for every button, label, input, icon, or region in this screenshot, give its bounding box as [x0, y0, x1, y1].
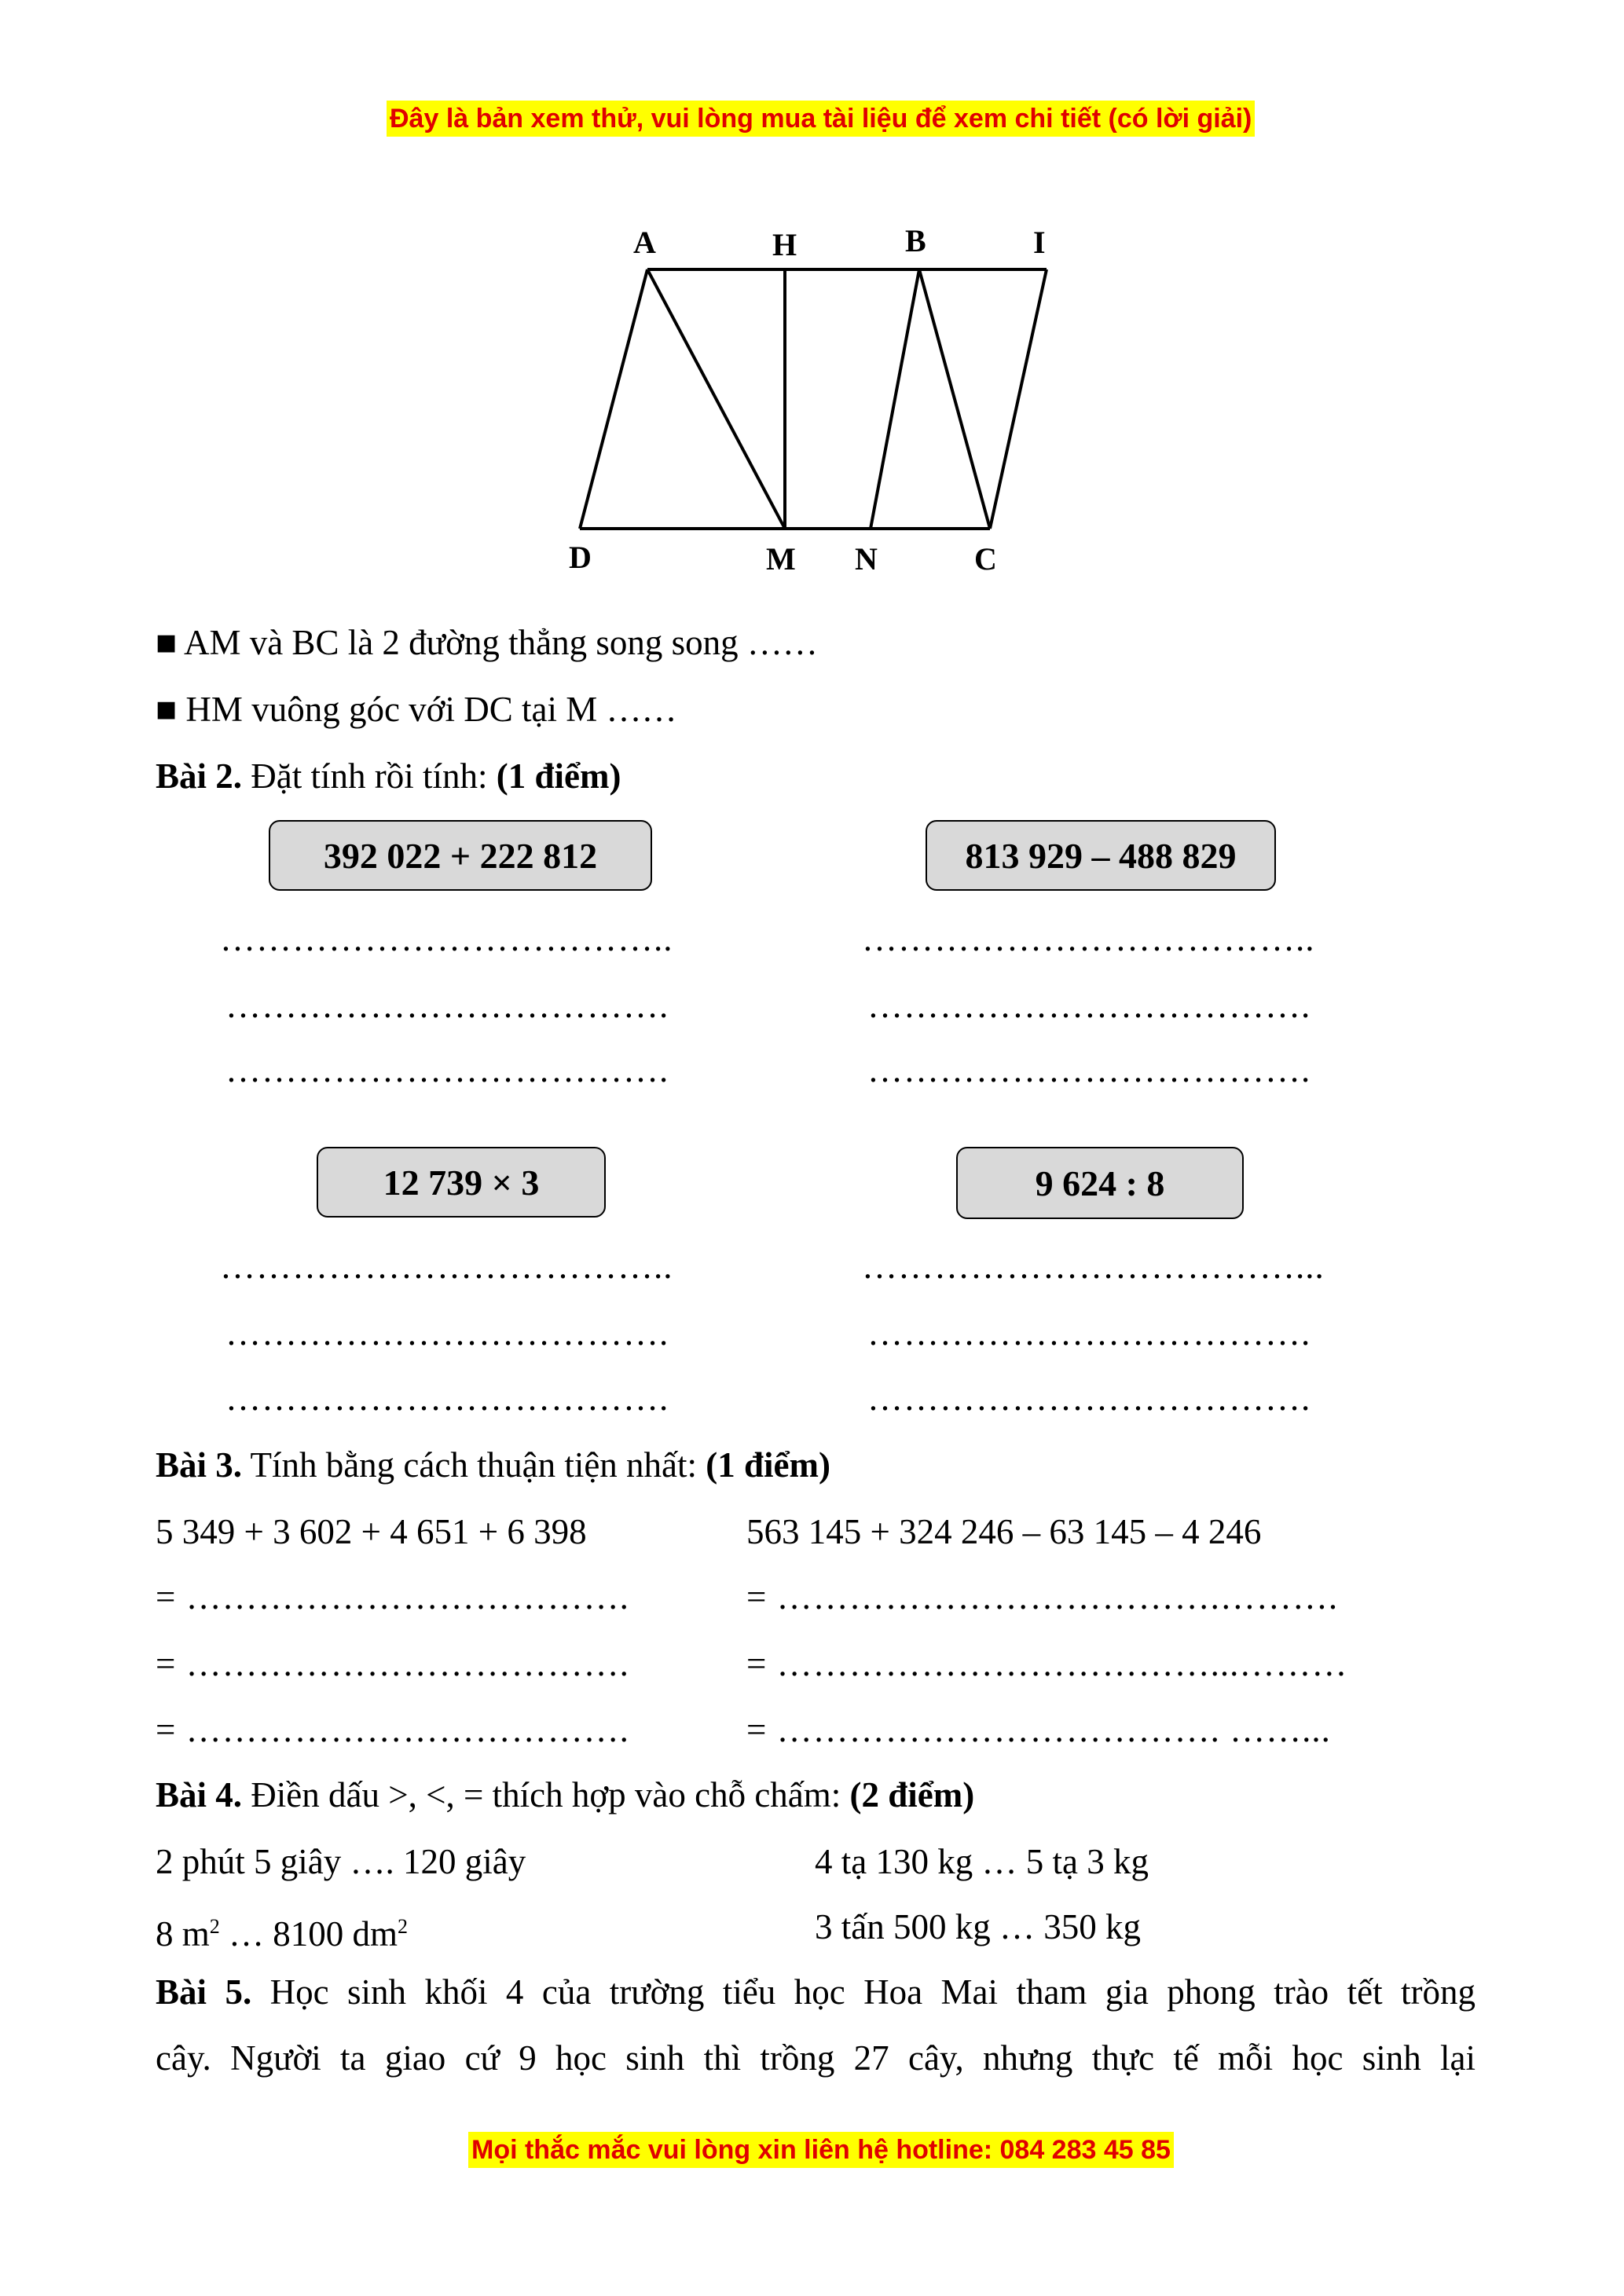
statement-1: ■ AM và BC là 2 đường thẳng song song …… [156, 623, 818, 662]
bai3-right-line: = ………………………………. ……... [746, 1710, 1331, 1749]
answer-line: ……………………………….. [220, 1247, 673, 1286]
label-M: M [766, 541, 796, 577]
problem-subtraction: 813 929 – 488 829 [965, 835, 1237, 876]
bai3-left-line: = ………………………………. [156, 1710, 629, 1749]
bai4-item-3-exponent: 2 [209, 1915, 220, 1938]
bai5-text-1: Học sinh khối 4 của trường tiểu học Hoa Mai tham gia phong trào tết trồng [251, 1972, 1476, 2012]
answer-line: ………………………………. [225, 986, 669, 1025]
bai5-line-2: cây. Người ta giao cứ 9 học sinh thì trồng 27 cây, nhưng thực tế mỗi học sinh lại [156, 2038, 1476, 2078]
answer-line: ………………………………. [867, 1379, 1311, 1418]
label-B: B [905, 223, 926, 258]
bai3-left-line: = ………………………………. [156, 1577, 629, 1617]
answer-line: ………………………………... [862, 1247, 1325, 1286]
line-IC [990, 269, 1047, 529]
bai3-left-line: = ………………………………. [156, 1644, 629, 1683]
bai3-left-expression: 5 349 + 3 602 + 4 651 + 6 398 [156, 1512, 587, 1551]
line-AM [647, 269, 785, 529]
problem-box-subtraction [926, 820, 1276, 891]
bai2-heading [156, 753, 621, 800]
bai4-item-3-part: 8 m [156, 1914, 210, 1954]
statement-2: ■ HM vuông góc với DC tại M …… [156, 690, 677, 729]
hotline-banner: Mọi thắc mắc vui lòng xin liên hệ hotline: 084 283 45 85 [468, 2132, 1174, 2168]
answer-line: ………………………………. [867, 1050, 1311, 1089]
answer-line: ………………………………. [867, 1313, 1311, 1353]
line-AD [580, 269, 647, 529]
answer-line: ………………………………. [225, 1050, 669, 1089]
preview-notice-banner: Đây là bản xem thử, vui lòng mua tài liệu để xem chi tiết (có lời giải) [387, 101, 1255, 137]
bai4-heading [156, 1771, 974, 1818]
answer-line: ………………………………. [225, 1379, 669, 1418]
problem-addition: 392 022 + 222 812 [323, 835, 598, 876]
bai4-text: Điền dấu >, <, = thích hợp vào chỗ chấm: [242, 1775, 850, 1814]
answer-line: ………………………………. [867, 986, 1311, 1025]
bai4-item-3-exponent: 2 [398, 1915, 409, 1938]
answer-line: ……………………………….. [862, 919, 1315, 958]
bai3-text: Tính bằng cách thuận tiện nhất: [242, 1445, 706, 1485]
problem-box-division [956, 1147, 1244, 1219]
bai3-heading [156, 1441, 830, 1489]
line-BC [919, 269, 990, 529]
answer-line: ………………………………. [225, 1313, 669, 1353]
label-A: A [633, 225, 656, 260]
bai3-right-line: = ……………………………….………. [746, 1577, 1339, 1617]
problem-box-addition [269, 820, 652, 891]
bai4-points: (2 điểm) [849, 1775, 975, 1814]
geometry-figure [550, 220, 1053, 589]
bai4-item-2: 4 tạ 130 kg … 5 tạ 3 kg [815, 1842, 1149, 1881]
bai3-right-expression: 563 145 + 324 246 – 63 145 – 4 246 [746, 1512, 1262, 1551]
label-I: I [1033, 225, 1046, 260]
answer-line: ……………………………….. [220, 919, 673, 958]
bai2-text: Đặt tính rồi tính: [242, 756, 497, 796]
bai4-label: Bài 4. [156, 1775, 243, 1814]
bai5-label: Bài 5. [156, 1972, 252, 2012]
label-N: N [855, 541, 878, 577]
label-H: H [772, 227, 797, 262]
label-D: D [569, 540, 592, 575]
bai2-label: Bài 2. [156, 756, 243, 796]
line-BN [871, 269, 919, 529]
bai2-points: (1 điểm) [496, 756, 621, 796]
problem-division: 9 624 : 8 [1035, 1163, 1165, 1203]
bai3-points: (1 điểm) [706, 1445, 831, 1485]
bai4-item-4: 3 tấn 500 kg … 350 kg [815, 1907, 1141, 1946]
problem-box-multiplication [317, 1147, 606, 1218]
bai4-item-3-part: … 8100 dm [219, 1914, 398, 1954]
bai4-item-1: 2 phút 5 giây …. 120 giây [156, 1842, 526, 1881]
bai5-line-1 [156, 1968, 1476, 2016]
bai3-label: Bài 3. [156, 1445, 243, 1485]
bai3-right-line: = ………………………………...……… [746, 1644, 1348, 1683]
bai4-item-3 [156, 1903, 408, 1957]
label-C: C [974, 541, 997, 577]
problem-multiplication: 12 739 × 3 [383, 1162, 540, 1203]
